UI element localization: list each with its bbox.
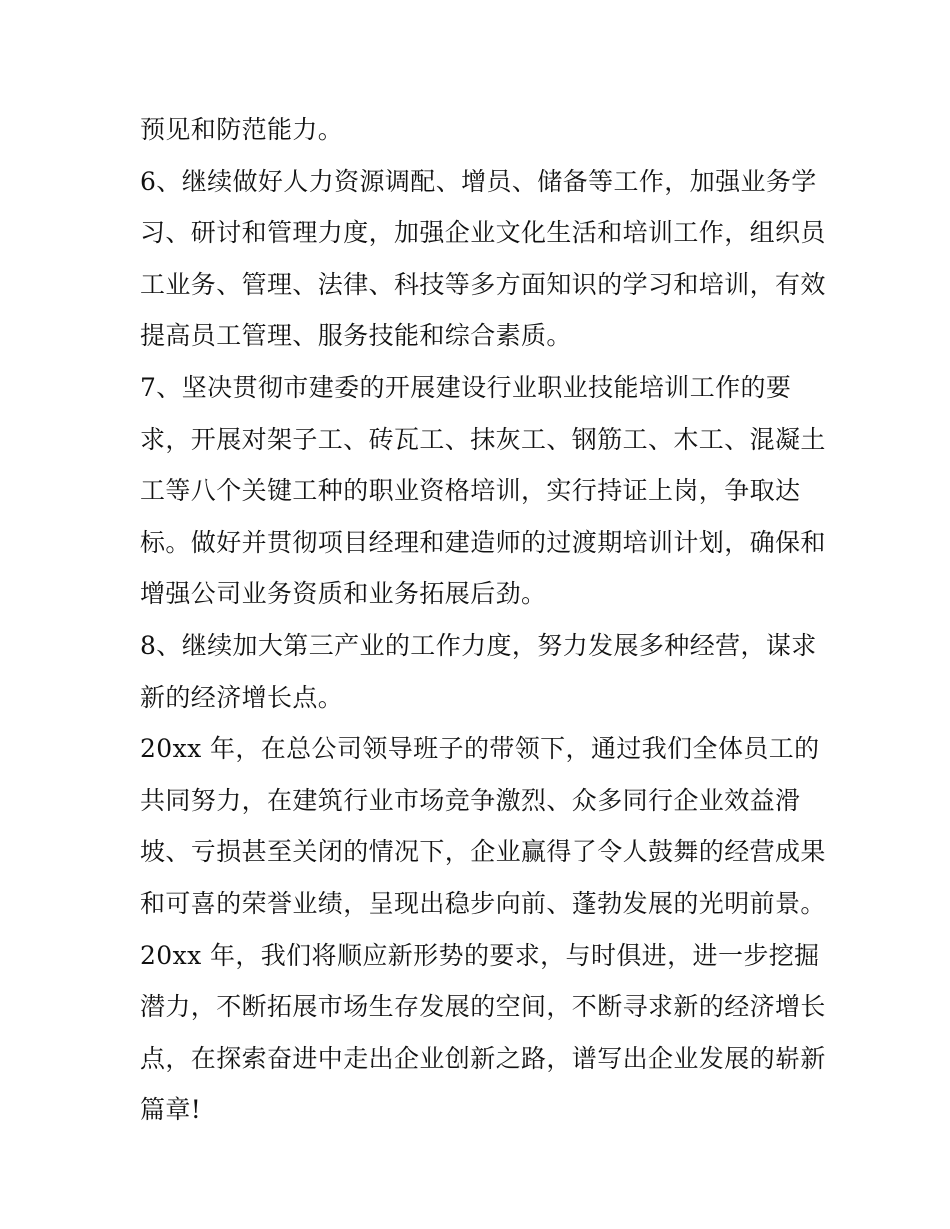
text-line: 标。做好并贯彻项目经理和建造师的过渡期培训计划，确保和 [140, 527, 826, 557]
text-line: 和可喜的荣誉业绩，呈现出稳步向前、蓬勃发展的光明前景。 [140, 888, 826, 918]
text-line: 共同努力，在建筑行业市场竞争激烈、众多同行企业效益滑 [140, 785, 801, 815]
text-line: 6、继续做好人力资源调配、增员、储备等工作，加强业务学 [140, 166, 817, 196]
text-line: 篇章! [140, 1095, 202, 1125]
text-line: 新的经济增长点。 [140, 682, 344, 712]
text-line: 8、继续加大第三产业的工作力度，努力发展多种经营，谋求 [140, 630, 817, 660]
text-line: 潜力，不断拓展市场生存发展的空间，不断寻求新的经济增长 [140, 992, 826, 1022]
document-body [140, 104, 826, 1136]
text-line: 习、研讨和管理力度，加强企业文化生活和培训工作，组织员 [140, 218, 826, 248]
text-line: 提高员工管理、服务技能和综合素质。 [140, 321, 572, 351]
text-line: 点，在探索奋进中走出企业创新之路，谱写出企业发展的崭新 [140, 1043, 826, 1073]
text-line: 求，开展对架子工、砖瓦工、抹灰工、钢筋工、木工、混凝土 [140, 424, 826, 454]
text-line: 20xx 年，在总公司领导班子的带领下，通过我们全体员工的 [140, 734, 820, 764]
text-line: 7、坚决贯彻市建委的开展建设行业职业技能培训工作的要 [140, 372, 792, 402]
text-line: 20xx 年，我们将顺应新形势的要求，与时俱进，进一步挖掘 [140, 940, 820, 970]
text-line: 工业务、管理、法律、科技等多方面知识的学习和培训，有效 [140, 269, 826, 299]
text-line: 工等八个关键工种的职业资格培训，实行持证上岗，争取达 [140, 476, 801, 506]
text-line: 增强公司业务资质和业务拓展后劲。 [140, 579, 547, 609]
text-line: 坡、亏损甚至关闭的情况下，企业赢得了令人鼓舞的经营成果 [140, 837, 826, 867]
text-line: 预见和防范能力。 [140, 115, 344, 144]
